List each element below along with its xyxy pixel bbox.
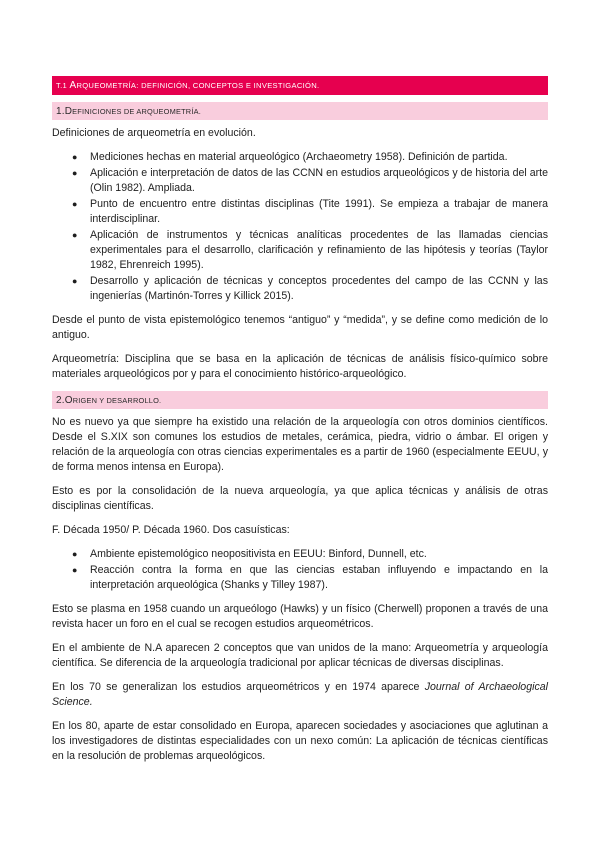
section2-paragraph: En el ambiente de N.A aparecen 2 conceptos que van unidos de la mano: Arqueometría y arqueología científica. Se diferencia de la arqueología tradicional por aplicar técnicas de diversas disciplinas. (52, 642, 548, 669)
list-item: ● Punto de encuentro entre distintas disciplinas (Tite 1991). Se empieza a trabajar de manera interdisciplinar. (72, 198, 548, 225)
document-page (52, 76, 548, 773)
bullet-dot-icon: ● (72, 168, 78, 178)
section-number: 1. (56, 106, 65, 117)
list-item: ● Desarrollo y aplicación de técnicas y conceptos procedentes del campo de las CCNN y las ingenierías (Martinón-Torres y Killick 2015). (72, 275, 548, 302)
section2-paragraph: En los 80, aparte de estar consolidado en Europa, aparecen sociedades y asociaciones que aglutinan a los investigadores de distintas especialidades con un nexo común: La aplicación de técnicas científicas en la resolución de problemas arqueológicos. (52, 720, 548, 762)
bullet-dot-icon: ● (72, 549, 78, 559)
chapter-number: T.1 (56, 81, 68, 90)
bullet-dot-icon: ● (72, 230, 78, 240)
section-heading-rest: EFINICIONES DE ARQUEOMETRÍA. (72, 107, 201, 116)
section2-paragraph: En los 70 se generalizan los estudios arqueométricos y en 1974 aparece Journal of Archaeological Science. (52, 681, 548, 708)
section2-paragraph: No es nuevo ya que siempre ha existido una relación de la arqueología con otros dominios científicos. Desde el S.XIX son comunes los estudios de metales, cerámica, piedra, vidrio o ámbar. El origen y relación de la arqueología con otras ciencias experimentales es a partir de 1960 (especialmente EEUU, y de forma menos intensa en Europa). (52, 416, 548, 473)
chapter-title-rest: RQUEOMETRÍA: DEFINICIÓN, CONCEPTOS E INVESTIGACIÓN. (76, 81, 320, 90)
journal-title: Journal of Archaeological Science (52, 681, 548, 708)
chapter-title-initial: A (69, 80, 77, 91)
casuisticas-list (52, 547, 548, 593)
section2-paragraph: Esto es por la consolidación de la nueva arqueología, ya que aplica técnicas y análisis de otras disciplinas científicas. (52, 485, 548, 512)
section1-paragraph: Desde el punto de vista epistemológico tenemos “antiguo” y “medida”, y se define como medición de lo antiguo. (52, 314, 548, 341)
section-heading-definiciones (52, 102, 548, 120)
list-item: ● Aplicación e interpretación de datos de las CCNN en estudios arqueológicos y de historia del arte (Olin 1982). Ampliada. (72, 167, 548, 194)
section2-paragraph: Esto se plasma en 1958 cuando un arqueólogo (Hawks) y un físico (Cherwell) proponen a través de una revista hacer un foro en el cual se recogen estudios arqueométricos. (52, 603, 548, 630)
section-heading-initial: O (64, 395, 73, 406)
section1-intro: Definiciones de arqueometría en evolución. (52, 127, 256, 139)
definitions-list (52, 150, 548, 304)
list-item: ● Aplicación de instrumentos y técnicas analíticas procedentes de las llamadas ciencias experimentales para el desarrollo, clarificación y refinamiento de las hipótesis y teorías (Taylor 1982, Ehrenreich 1995). (72, 229, 548, 271)
list-item: ● Mediciones hechas en material arqueológico (Archaeometry 1958). Definición de partida. (72, 151, 508, 163)
chapter-title-bar (52, 76, 548, 95)
section-heading-rest: RIGEN Y DESARROLLO. (72, 396, 162, 405)
section-heading-initial: D (64, 106, 73, 117)
section-heading-origen (52, 391, 548, 409)
bullet-dot-icon: ● (72, 199, 78, 209)
list-item: ● Ambiente epistemológico neopositivista en EEUU: Binford, Dunnell, etc. (72, 548, 427, 560)
bullet-dot-icon: ● (72, 565, 78, 575)
bullet-dot-icon: ● (72, 276, 78, 286)
list-item: ● Reacción contra la forma en que las ciencias estaban influyendo e impactando en la interpretación arqueológica (Shanks y Tilley 1987). (72, 564, 548, 591)
section-number: 2. (56, 395, 65, 406)
section2-paragraph: F. Década 1950/ P. Década 1960. Dos casuísticas: (52, 524, 290, 536)
section1-definition: Arqueometría: Disciplina que se basa en la aplicación de técnicas de análisis físico-químico sobre materiales arqueológicos por y para el conocimiento histórico-arqueológico. (52, 353, 548, 380)
bullet-dot-icon: ● (72, 152, 78, 162)
